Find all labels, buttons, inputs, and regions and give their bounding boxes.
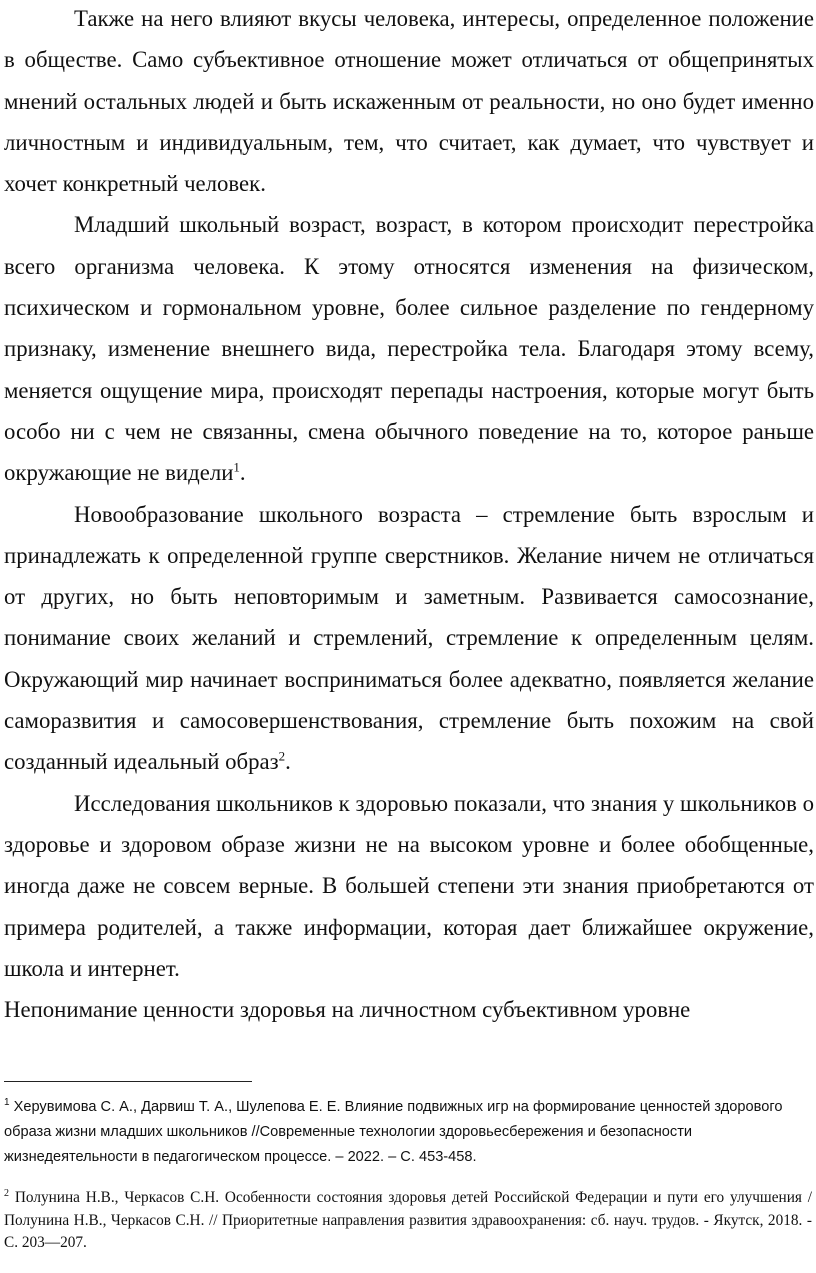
paragraph-4 (0, 783, 816, 989)
paragraph-5 (0, 989, 816, 1030)
footnote-1-text: Херувимова С. А., Дарвиш Т. А., Шулепова Е. Е. Влияние подвижных игр на формирование ценностей здорового образа жизни младших школьников //Современные технологии здоровьесбережения и безопасности жизнедеятельности в педагогическом процессе. – 2022. – С. 453-458. (4, 1099, 783, 1165)
footnote-1-mark: 1 (4, 1097, 10, 1109)
paragraph-2-text: Младший школьный возраст, возраст, в котором происходит перестройка всего организма человека. К этому относятся изменения на физическом, психическом и гормональном уровне, более сильное разделение по гендерному признаку, изменение внешнего вида, перестройка тела. Благодаря этому всему, меняется ощущение мира, происходят перепады настроения, которые могут быть особо ни с чем не связанны, смена обычного поведение на то, которое раньше окружающие не видели (4, 212, 814, 486)
footnote-ref-2[interactable]: 2 (278, 748, 286, 764)
footnote-2 (4, 1187, 812, 1255)
footnote-separator (4, 1081, 252, 1082)
paragraph-3-text: Новообразование школьного возраста – стремление быть взрослым и принадлежать к определенной группе сверстников. Желание ничем не отличаться от других, но быть неповторимым и заметным. Развивается самосознание, понимание своих желаний и стремлений, стремление к определенным целям. Окружающий мир начинает восприниматься более адекватно, появляется желание саморазвития и самосовершенствования, стремление быть похожим на свой созданный идеальный образ (4, 501, 814, 775)
paragraph-4-text: Исследования школьников к здоровью показали, что знания у школьников о здоровье и здоровом образе жизни не на высоком уровне и более обобщенные, иногда даже не совсем верные. В большей степени эти знания приобретаются от примера родителей, а также информации, которая дает ближайшее окружение, школа и интернет. (4, 790, 814, 981)
footnote-2-mark: 2 (4, 1187, 9, 1199)
paragraph-1 (0, 0, 816, 204)
paragraph-2 (0, 204, 816, 493)
paragraph-3 (0, 494, 816, 783)
footnote-1 (4, 1095, 810, 1170)
paragraph-2-end: . (239, 460, 246, 486)
paragraph-3-end: . (285, 749, 291, 775)
footnote-ref-1[interactable]: 1 (233, 459, 240, 475)
footnote-2-text: Полунина Н.В., Черкасов С.Н. Особенности состояния здоровья детей Российской Федерации и пути его улучшения / Полунина Н.В., Черкасов С.Н. // Приоритетные направления развития здравоохранения: сб. науч. трудов. - Якутск, 2018. - С. 203—207. (4, 1189, 812, 1251)
paragraph-1-text: Также на него влияют вкусы человека, интересы, определенное положение в обществе. Само субъективное отношение может отличаться от общепринятых мнений остальных людей и быть искаженным от реальности, но оно будет именно личностным и индивидуальным, тем, что считает, как думает, что чувствует и хочет конкретный человек. (4, 6, 814, 197)
paragraph-5-text: Непонимание ценности здоровья на личностном субъективном уровне (4, 997, 691, 1023)
